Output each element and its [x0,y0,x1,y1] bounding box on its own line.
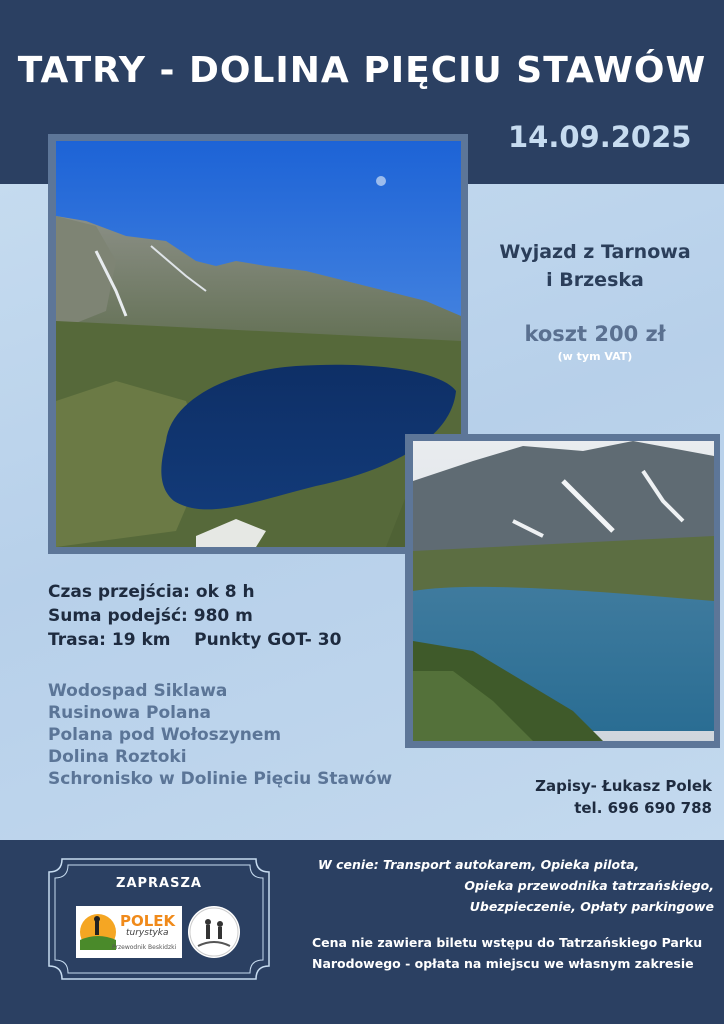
vat-note: (w tym VAT) [557,350,633,363]
stat-ascent: Suma podejść: 980 m [48,606,253,626]
route-point: Dolina Roztoki [48,747,187,767]
stat-time: Czas przejścia: ok 8 h [48,582,255,602]
logo-subtitle: turystyka [126,928,169,938]
logo-name: POLEK [120,912,176,930]
price-includes-line: Ubezpieczenie, Opłaty parkingowe [469,899,714,914]
polek-logo [76,906,182,958]
departure-line1: Wyjazd z Tarnowa [499,241,691,263]
lake-photo [56,141,461,547]
valley-photo [413,441,714,741]
signup-phone: tel. 696 690 788 [574,799,712,817]
price-includes [300,854,714,917]
trip-cost: koszt 200 zł [524,322,666,346]
route-point: Wodospad Siklawa [48,681,228,701]
logo-tagline: Przewodnik Beskidzki [112,944,177,951]
departure-line2: i Brzeska [546,269,644,291]
trip-date: 14.09.2025 [508,120,692,154]
page-title: TATRY - DOLINA PIĘCIU STAWÓW [17,50,707,91]
signup-info [460,775,712,819]
hikers-logo [188,906,240,958]
trip-stats [48,580,341,652]
hikers-icon [188,906,240,958]
signup-contact: Zapisy- Łukasz Polek [535,777,712,795]
departure-info [470,238,720,294]
stat-route: Trasa: 19 km Punkty GOT- 30 [48,630,342,650]
route-points-list [48,680,392,790]
price-includes-line: W cenie: Transport autokarem, Opieka pilota, [318,857,640,872]
route-point: Schronisko w Dolinie Pięciu Stawów [48,769,393,789]
route-point: Polana pod Wołoszynem [48,725,282,745]
invite-label: ZAPRASZA [116,876,202,891]
route-point: Rusinowa Polana [48,703,212,723]
price-includes-line: Opieka przewodnika tatrzańskiego, [464,878,714,893]
price-excludes: Cena nie zawiera biletu wstępu do Tatrzańskiego Parku Narodowego - opłata na miejscu we własnym zakresie [312,935,703,971]
